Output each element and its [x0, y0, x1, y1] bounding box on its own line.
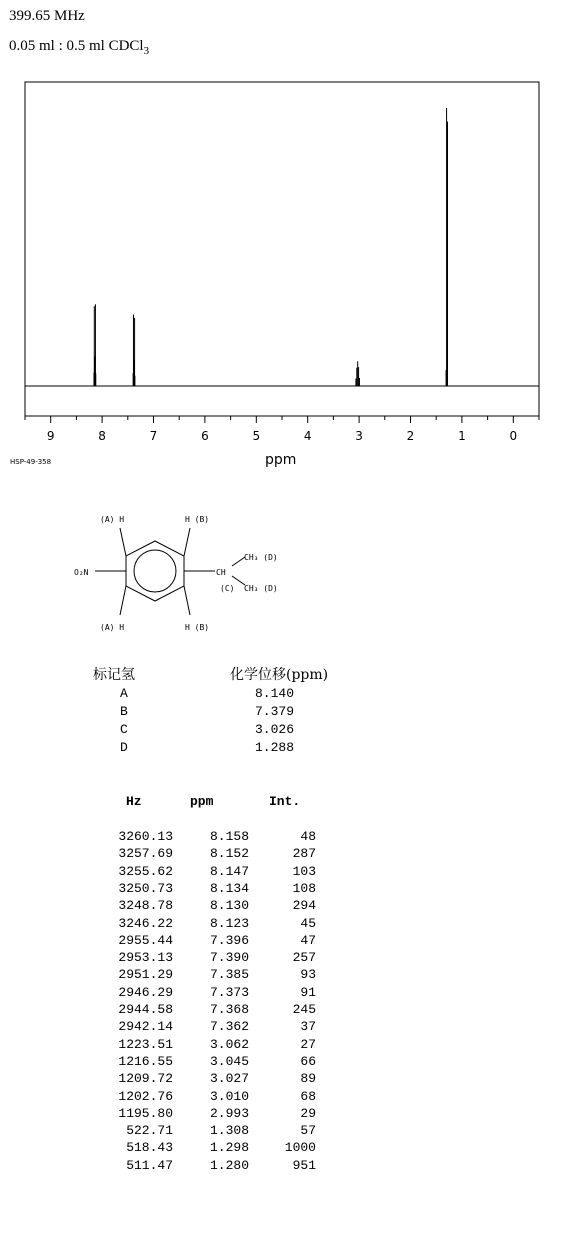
x-tick-label: 6 [201, 429, 209, 443]
peak-ppm: 3.027 [209, 1071, 249, 1087]
peak-hz: 3260.13 [118, 829, 173, 844]
peak-int: 89 [300, 1071, 316, 1087]
peak-int: 108 [292, 880, 316, 896]
label-ch3-top: CH₃ (D) [244, 553, 278, 562]
peak-ppm: 3.010 [209, 1088, 249, 1104]
peak-ppm: 1.308 [209, 1123, 249, 1139]
peak-int: 294 [292, 898, 316, 914]
peak-header-ppm: ppm [190, 794, 214, 809]
peak-ppm: 8.134 [209, 880, 249, 896]
x-tick-label: 5 [252, 429, 261, 443]
peak-hz: 2946.29 [118, 984, 173, 1000]
peak-hz: 3257.69 [118, 846, 173, 862]
peak-hz: 1202.76 [118, 1088, 173, 1104]
peak-ppm: 8.158 [209, 829, 249, 844]
peak-int: 37 [300, 1019, 316, 1035]
peak-ppm: 7.385 [209, 967, 249, 983]
label-ch3-bottom: CH₃ (D) [244, 584, 278, 593]
label-c: (C) [220, 584, 235, 593]
peak-ppm: 7.368 [209, 1002, 249, 1017]
peak-ppm: 7.396 [209, 932, 249, 948]
spectrometer-frequency: 399.65 MHz [9, 8, 85, 24]
peak-hz: 518.43 [126, 1140, 173, 1156]
peak-hz: 3255.62 [118, 863, 173, 879]
peak-int: 951 [292, 1157, 316, 1173]
peak-hz: 3246.22 [118, 915, 173, 931]
shift-label: C [120, 722, 128, 737]
peak-ppm: 1.280 [209, 1157, 249, 1173]
peak-hz: 2944.58 [118, 1002, 173, 1017]
x-tick-label: 7 [149, 429, 158, 443]
peak-int: 287 [292, 846, 316, 862]
peak-ppm: 1.298 [209, 1140, 249, 1156]
peak-ppm: 2.993 [209, 1105, 249, 1121]
x-tick-label: 9 [46, 429, 55, 443]
peak-ppm: 7.373 [209, 984, 249, 1000]
peak-hz: 1223.51 [118, 1036, 173, 1052]
peak-int: 93 [300, 967, 316, 983]
peak-int: 29 [300, 1105, 316, 1121]
x-tick-label: 1 [458, 429, 466, 443]
label-a-bottom: (A) H [100, 623, 125, 632]
peak-int: 66 [300, 1053, 316, 1069]
x-tick-label: 4 [303, 429, 312, 443]
peak-ppm: 3.062 [209, 1036, 249, 1052]
peak-int: 45 [300, 915, 316, 931]
x-axis-label: ppm [265, 452, 297, 468]
peak-ppm: 7.362 [209, 1019, 249, 1035]
shift-label: D [120, 740, 128, 755]
label-a-top: (A) H [100, 515, 125, 524]
peak-int: 27 [300, 1036, 316, 1052]
peak-ppm: 8.147 [209, 863, 249, 879]
peak-int: 103 [292, 863, 316, 879]
shift-label: A [120, 686, 128, 701]
shift-value: 8.140 [255, 686, 295, 701]
spectrum-code: HSP-49-358 [10, 458, 52, 466]
x-tick-label: 3 [355, 429, 363, 443]
solvent-subscript: 3 [143, 45, 150, 57]
shift-header-label: 标记氢 [93, 667, 135, 683]
label-b-bottom: H (B) [185, 623, 210, 632]
peak-ppm: 7.390 [209, 950, 249, 966]
shift-value: 1.288 [255, 740, 295, 755]
peak-int: 91 [300, 984, 316, 1000]
peak-hz: 3248.78 [118, 898, 173, 914]
peak-ppm: 8.130 [209, 898, 249, 914]
peak-ppm: 8.152 [209, 846, 249, 862]
label-no2: O₂N [74, 568, 89, 577]
peak-header-int: Int. [269, 794, 301, 809]
peak-ppm: 3.045 [209, 1053, 249, 1069]
peak-int: 1000 [284, 1140, 316, 1156]
peak-hz: 2951.29 [118, 967, 173, 983]
x-tick-label: 0 [509, 429, 518, 443]
shift-value: 3.026 [255, 722, 295, 737]
peak-hz: 2953.13 [118, 950, 173, 966]
peak-ppm: 8.123 [209, 915, 249, 931]
shift-label: B [120, 704, 128, 719]
x-tick-label: 8 [98, 429, 106, 443]
solvent-text: 0.05 ml : 0.5 ml CDCl [9, 38, 144, 54]
peak-header-hz: Hz [126, 794, 142, 809]
shift-value: 7.379 [255, 704, 295, 719]
shift-header-ppm: 化学位移(ppm) [230, 667, 329, 683]
peak-int: 257 [292, 950, 316, 966]
label-b-top: H (B) [185, 515, 210, 524]
label-ch: CH [216, 568, 226, 577]
peak-hz: 1216.55 [118, 1053, 173, 1069]
peak-hz: 2955.44 [118, 932, 173, 948]
peak-int: 47 [300, 932, 316, 948]
peak-int: 57 [300, 1123, 316, 1139]
x-tick-label: 2 [406, 429, 415, 443]
peak-int: 68 [300, 1088, 316, 1104]
peak-hz: 1209.72 [118, 1071, 173, 1087]
peak-hz: 522.71 [126, 1123, 173, 1139]
peak-hz: 511.47 [126, 1157, 173, 1173]
peak-int: 48 [300, 829, 316, 844]
peak-hz: 3250.73 [118, 880, 173, 896]
peak-hz: 1195.80 [118, 1105, 173, 1121]
peak-int: 245 [292, 1002, 316, 1017]
peak-hz: 2942.14 [118, 1019, 173, 1035]
